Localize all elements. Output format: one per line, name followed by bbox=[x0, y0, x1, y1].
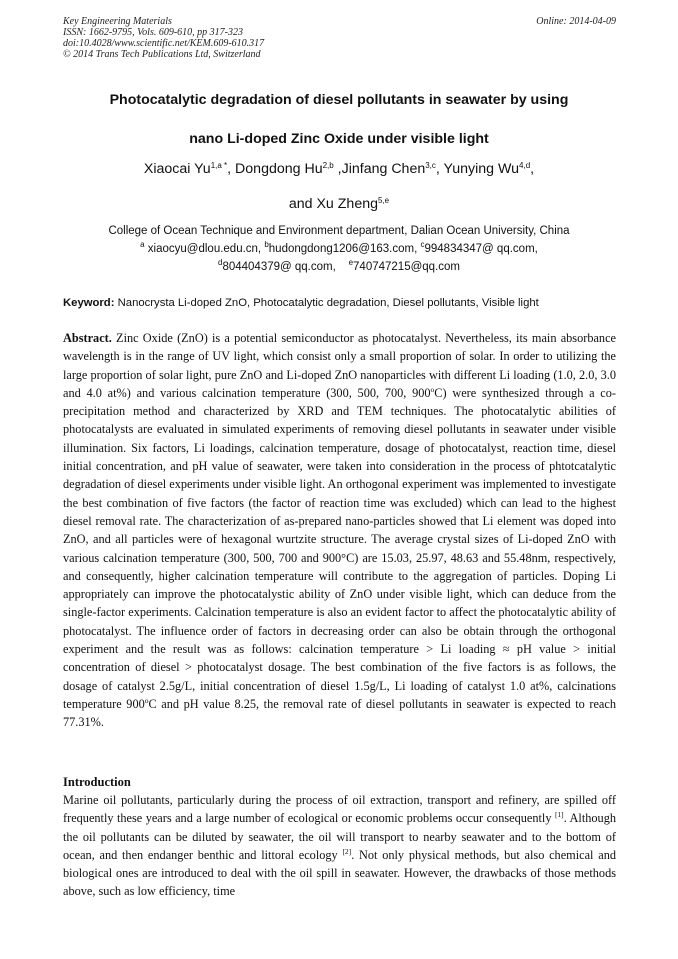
affiliation: College of Ocean Technique and Environment department, Dalian Ocean University, China bbox=[108, 225, 570, 237]
email-link[interactable]: xiaocyu@dlou.edu.cn, bbox=[144, 243, 265, 255]
keywords bbox=[63, 294, 623, 312]
online-date: Online: 2014-04-09 bbox=[536, 16, 616, 27]
abstract-text: C and pH value 8.25, the removal rate of diesel pollutants in seawater is expected to reach 77.31%. bbox=[63, 696, 616, 730]
abstract-label: Abstract. bbox=[63, 331, 112, 345]
author-name: Dongdong Hu bbox=[235, 161, 323, 177]
author-affil-sup: 1,a * bbox=[210, 161, 228, 171]
author-separator: , bbox=[333, 161, 342, 177]
citation-ref[interactable]: [1] bbox=[554, 810, 564, 820]
email-sup: e bbox=[348, 258, 354, 268]
degree-sup: o bbox=[430, 384, 435, 394]
affiliation-block bbox=[40, 222, 638, 276]
author-name: and Xu Zheng bbox=[288, 196, 378, 212]
title-line-1: Photocatalytic degradation of diesel pollutants in seawater by using bbox=[109, 92, 569, 108]
intro-text: Marine oil pollutants, particularly during the process of oil extraction, transport and refinery, are spilled off frequently these years and a large number of ecological or economic problems occur consequently bbox=[63, 793, 616, 826]
keyword-label: Keyword: bbox=[63, 297, 115, 309]
author-name: Yunying Wu bbox=[443, 161, 520, 177]
email-sup: b bbox=[264, 240, 269, 250]
email-link[interactable]: 994834347@ qq.com, bbox=[424, 243, 538, 255]
abstract-text: Zinc Oxide (ZnO) is a potential semiconductor as photocatalyst. Nevertheless, its main absorbance wavelength is in the range of UV light, which consist only a small proportion of solar. In order to utilizing the large proportion of solar light, pure ZnO and Li-doped ZnO nanoparticles with different Li loading (1.0, 2.0, 3.0 and 4.0 at%) and various calcination temperature (300, 500, 700, 900 bbox=[63, 331, 616, 400]
email-sup: c bbox=[420, 240, 425, 250]
email-link[interactable]: 740747215@qq.com bbox=[353, 261, 460, 273]
author-affil-sup: 2,b bbox=[322, 161, 334, 171]
email-link[interactable]: 804404379@ qq.com, bbox=[222, 261, 336, 273]
author-separator: , bbox=[227, 161, 236, 177]
author-separator: , bbox=[435, 161, 444, 177]
author-separator: , bbox=[530, 161, 535, 177]
copyright-line: © 2014 Trans Tech Publications Ltd, Switzerland bbox=[63, 49, 261, 60]
issn-line: ISSN: 1662-9795, Vols. 609-610, pp 317-323 bbox=[63, 27, 243, 38]
email-line-2 bbox=[40, 258, 638, 276]
email-line-1 bbox=[40, 240, 638, 258]
title-line-2: nano Li-doped Zinc Oxide under visible light bbox=[189, 131, 489, 147]
author-affil-sup: 3,c bbox=[425, 161, 436, 171]
author-name: Xiaocai Yu bbox=[143, 161, 211, 177]
journal-header bbox=[63, 16, 616, 60]
author-list bbox=[40, 158, 638, 228]
intro-text: . Although the oil pollutants can be diluted by seawater, the oil will transport to nearby seawater and to the bottom of ocean, and then endanger benthic and littoral ecology bbox=[63, 811, 616, 862]
introduction-text bbox=[63, 791, 616, 901]
citation-ref[interactable]: [2] bbox=[342, 846, 352, 856]
email-sup: a bbox=[140, 240, 145, 250]
author-affil-sup: 4,d bbox=[519, 161, 531, 171]
doi-line: doi:10.4028/www.scientific.net/KEM.609-610.317 bbox=[63, 38, 265, 49]
email-link[interactable]: hudongdong1206@163.com, bbox=[268, 243, 421, 255]
author-line-1 bbox=[40, 158, 638, 193]
abstract-text: C) were synthesized through a co-precipitation method and characterized by XRD and TEM techniques. The photocatalytic abilities of photocatalysts are evaluated in simulated experiments of removing diesel pollutants in seawater under visible illumination. Six factors, Li loadings, calcination temperature, dosage of photocatalyst, reaction time, diesel initial concentration, and pH value of seawater, were taken into consideration in the process of phtotcatalytic degradation of diesel experiments under visible light. An orthogonal experiment was implemented to investigate the best combination of five factors (the factor of reaction time was excluded) which can lead to the highest diesel removal rate. The characterization of as-prepared nano-particles showed that Li element was doped into ZnO, and all particles were of hexagonal wurtzite structure. The average crystal sizes of Li-doped ZnO with various calcination temperature (300, 500, 700 and 900°C) are 15.03, 25.97, 48.63 and 55.48nm, respectively, and consequently, higher calcination temperature will contribute to the aggregation of particles. Doping Li appropriately can improve the photocatalystic ability of ZnO under visible light, which can deduce from the single-factor experiments. Calcination temperature is also an evident factor to affect the photocatalytic ability of photocatalyst. The influence order of factors in decreasing order can also be obtain through the orthogonal experiment and the result was as follows: calcination temperature > Li loading ≈ pH value > initial concentration of diesel > photocatalyst dosage. The best combination of the five factors is as follows, the dosage of catalyst 2.5g/L, initial concentration of diesel 1.5g/L, Li loading of catalyst 1.0 at%, calcinations temperature 900 bbox=[63, 385, 617, 711]
abstract bbox=[63, 329, 616, 732]
degree-sup: o bbox=[144, 695, 149, 705]
keyword-text: Nanocrysta Li-doped ZnO, Photocatalytic degradation, Diesel pollutants, Visible light bbox=[114, 297, 539, 309]
author-affil-sup: 5,e bbox=[378, 196, 390, 206]
intro-text: . Not only physical methods, but also chemical and biological ones are introduced to deal with the oil spill in seawater. However, the drawbacks of those methods above, such as low efficiency, time bbox=[63, 847, 616, 899]
author-name: Jinfang Chen bbox=[341, 161, 426, 177]
paper-title bbox=[40, 89, 638, 167]
journal-name: Key Engineering Materials bbox=[63, 16, 172, 27]
section-heading-introduction: Introduction bbox=[63, 775, 131, 789]
email-sup: d bbox=[218, 258, 223, 268]
